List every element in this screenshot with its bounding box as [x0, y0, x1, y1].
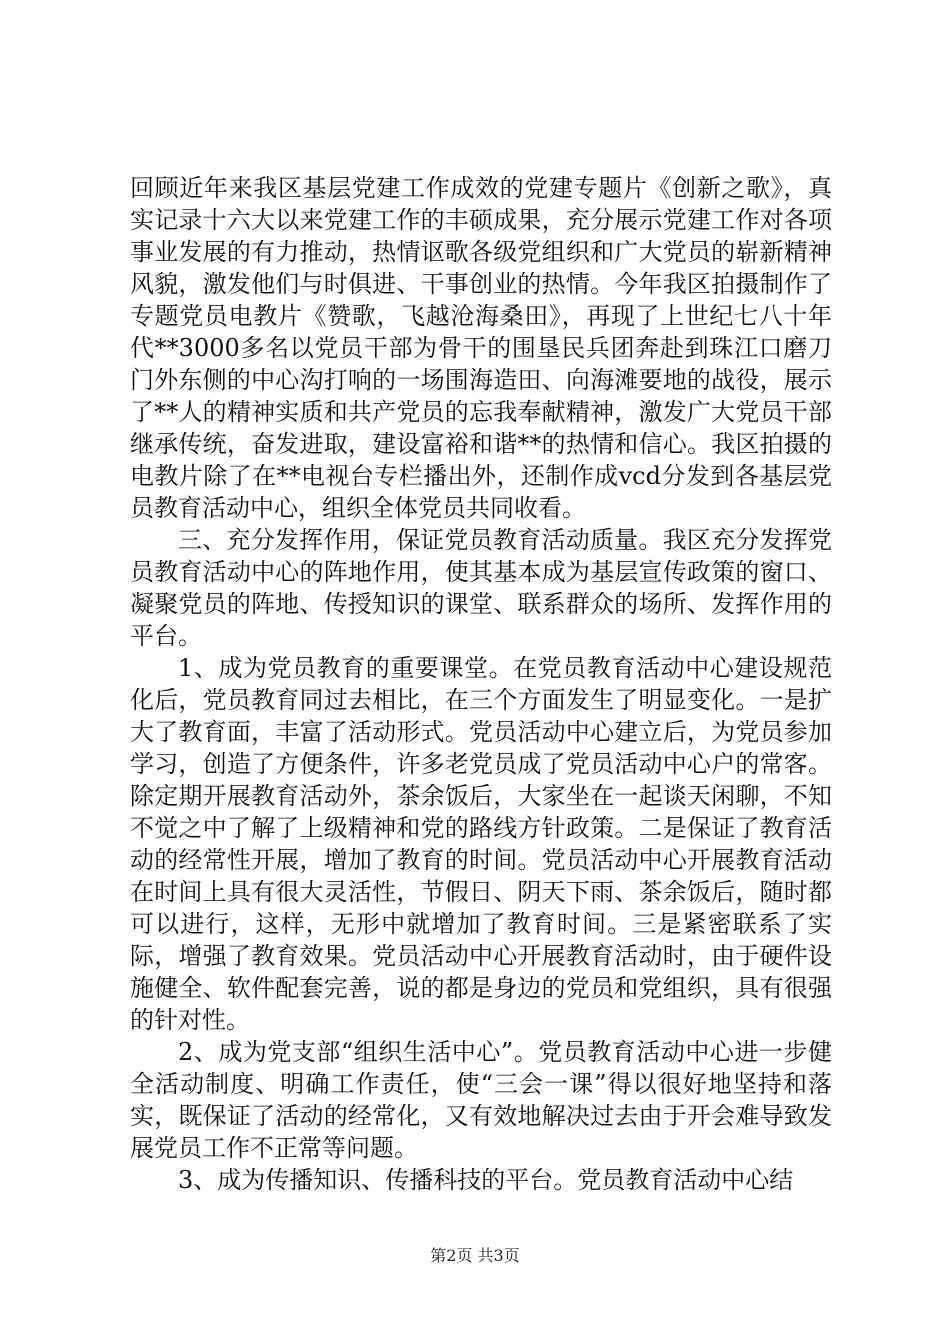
page-number-footer: 第2页 共3页 [430, 1246, 520, 1265]
paragraph-4: 2、成为党支部“组织生活中心”。党员教育活动中心进一步健全活动制度、明确工作责任，使“三会一课”得以很好地坚持和落实，既保证了活动的经常化，又有效地解决过去由于开会难导致发展党员工作不正常等问题。 [130, 1038, 832, 1162]
paragraph-2: 三、充分发挥作用，保证党员教育活动质量。我区充分发挥党员教育活动中心的阵地作用，使其基本成为基层宣传政策的窗口、凝聚党员的阵地、传授知识的课堂、联系群众的场所、发挥作用的平台。 [130, 526, 832, 650]
paragraph-3: 1、成为党员教育的重要课堂。在党员教育活动中心建设规范化后，党员教育同过去相比，在三个方面发生了明显变化。一是扩大了教育面，丰富了活动形式。党员活动中心建立后，为党员参加学习，创造了方便条件，许多老党员成了党员活动中心户的常客。除定期开展教育活动外，茶余饭后，大家坐在一起谈天闲聊，不知不觉之中了解了上级精神和党的路线方针政策。二是保证了教育活动的经常性开展，增加了教育的时间。党员活动中心开展教育活动在时间上具有很大灵活性，节假日、阴天下雨、茶余饭后，随时都可以进行，这样，无形中就增加了教育时间。三是紧密联系了实际，增强了教育效果。党员活动中心开展教育活动时，由于硬件设施健全、软件配套完善，说的都是身边的党员和党组织，具有很强的针对性。 [130, 654, 832, 1034]
document-body [130, 172, 832, 1196]
paragraph-1: 回顾近年来我区基层党建工作成效的党建专题片《创新之歌》，真实记录十六大以来党建工作的丰硕成果，充分展示党建工作对各项事业发展的有力推动，热情讴歌各级党组织和广大党员的崭新精神风貌，激发他们与时俱进、干事创业的热情。今年我区拍摄制作了专题党员电教片《赞歌，飞越沧海桑田》，再现了上世纪七八十年代**3000多名以党员干部为骨干的围垦民兵团奔赴到珠江口磨刀门外东侧的中心沟打响的一场围海造田、向海滩要地的战役，展示了**人的精神实质和共产党员的忘我奉献精神，激发广大党员干部继承传统，奋发进取，建设富裕和谐**的热情和信心。我区拍摄的电教片除了在**电视台专栏播出外，还制作成vcd分发到各基层党员教育活动中心，组织全体党员共同收看。 [130, 174, 832, 522]
paragraph-5: 3、成为传播知识、传播科技的平台。党员教育活动中心结 [178, 1166, 794, 1194]
